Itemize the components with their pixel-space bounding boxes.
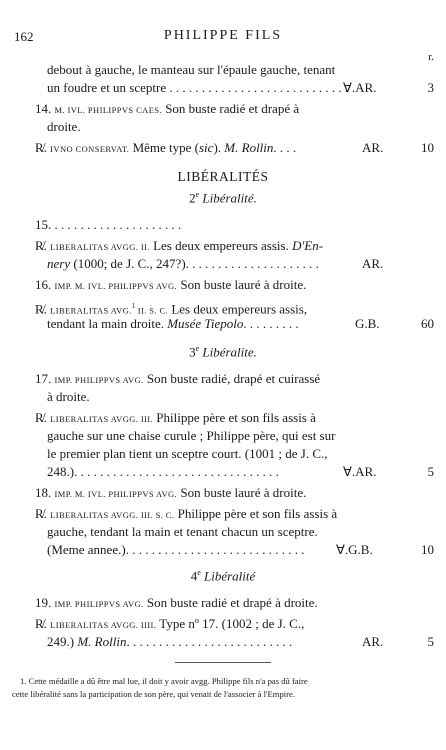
leader-dots: . . . . . . . . . [243,316,299,331]
entry-text: Philippe père et son fils assis à [153,410,316,425]
coin-legend: LIBERALITAS AVGG. IIII. [50,620,157,630]
entry-text: 248.) [47,464,75,479]
metal-code: Ɐ.G.B. [336,542,373,557]
ordinal: 4 [190,568,198,584]
entry-text: Type nº 17. (1002 ; de J. C., [156,616,305,631]
reverse-mark: R̸. [35,238,47,253]
source-name: M. Rollin [77,634,127,649]
entry-number: 16. [35,277,52,292]
entry-text: Son buste radié, drapé et cuirassé [143,371,321,386]
entry-text: Son buste lauré à droite. [177,485,307,500]
coin-legend: IMP. M. IVL. PHILIPPVS AVG. [54,489,178,499]
subsection-label: Libéralité [204,568,256,584]
ordinal: 3 [189,344,196,360]
entry-text: Les deux empereurs assis, [168,301,308,317]
entry-text: Philippe père et son fils assis à [174,506,338,521]
metal-code: AR. [362,634,384,649]
coin-legend: LIBERALITAS AVGG. II. [50,242,150,252]
entry-reverse [35,506,337,523]
entry-number: 14. [35,101,52,116]
coin-legend: IMP. M. IVL. PHILIPPVS AVG. [54,281,178,291]
subsection-label: Libéralite. [202,344,257,360]
entry-text: 249.) [47,634,78,649]
subsection-label: Libéralité. [202,190,257,206]
source-name: M. Rollin [224,140,274,155]
entry-text: (Meme annee.) [47,542,126,557]
running-title: PHILIPPE FILS [163,28,283,43]
metal-code: Ɐ.AR. [343,464,377,479]
leader-dots: . . . . . . . . . . . . . . . . . . . . . . . . . . [126,634,293,649]
rarity-value: 10 [421,542,434,557]
reverse-mark: R̸. [35,506,47,521]
entry-reverse [35,238,323,255]
metal-code: Ɐ.AR. [343,80,377,95]
footnote-rule [175,662,271,663]
entry-line: le premier plan tient un sceptre court. (1001 ; de J. C., [47,446,328,461]
rarity-value: 60 [421,316,434,331]
entry-line [47,634,292,650]
rarity-value: 3 [427,80,434,95]
entry-15 [35,217,181,233]
entry-16 [35,277,306,294]
entry-number: 15. [35,217,52,232]
ordinal: 2 [189,190,196,206]
coin-legend: II. S. C. [135,305,169,316]
page-number: 162 [14,29,34,44]
entry-line [47,80,348,96]
entry-text: un foudre et un sceptre [47,80,167,95]
entry-text: sic [199,140,214,155]
leader-dots: . . . . . . . . . . . . . . . . . . . . . . . . . . . . . . . . [74,464,279,479]
leader-dots: . . . . . . . . . . . . . . . . . . . . [54,217,182,232]
entry-line [47,316,299,332]
rarity-value: 10 [421,140,434,155]
coin-legend: IMP. PHILIPPVS AVG. [54,599,144,609]
rarity-value: 5 [427,634,434,649]
coin-legend: LIBERALITAS AVGG. III. [50,414,154,424]
entry-text: Même type ( [129,140,199,155]
metal-code: AR. [362,256,384,271]
entry-line [47,464,279,480]
entry-text: Son buste lauré à droite. [177,277,307,292]
subsection-title [0,568,446,584]
entry-17 [35,371,320,388]
entry-line: à droite. [47,389,90,404]
reverse-mark: R̸. [35,140,47,155]
footnote-line: cette libéralité sans la participation de son père, qui venait de l'associer à l'Empire. [12,689,296,699]
entry-reverse [35,616,304,633]
coin-legend: IVNO CONSERVAT. [50,144,130,154]
entry-line: gauche sur une chaise curule ; Philippe père, qui est sur [47,428,336,443]
coin-legend: LIBERALITAS AVG. [50,305,132,316]
coin-legend: LIBERALITAS AVGG. III. S. C. [50,510,175,520]
ordinal-suffix: e [195,344,200,353]
reverse-mark: R̸. [35,301,47,317]
entry-line: droite. [47,119,81,134]
metal-code: G.B. [355,316,380,331]
entry-text: ). [213,140,225,155]
subsection-title [0,190,446,206]
source-name: Musée Tiepolo [167,316,244,331]
coin-legend: M. IVL. PHILIPPVS CAES. [54,105,162,115]
entry-text: Les deux empereurs assis. [149,238,293,253]
metal-code: AR. [362,140,384,155]
ordinal-suffix: e [195,190,200,199]
source-name: nery [47,256,71,271]
entry-18 [35,485,306,502]
entry-number: 19. [35,595,52,610]
entry-line [47,542,304,558]
entry-text: tendant la main droite. [47,316,168,331]
leader-dots: . . . . . . . . . . . . . . . . . . . . . . . . . . . . [125,542,305,557]
reverse-mark: R̸. [35,616,47,631]
footnote-marker: 1 [131,302,136,310]
entry-reverse [35,140,296,157]
ordinal-suffix: e [197,568,201,577]
entry-text: Son buste radié et drapé à droite. [143,595,318,610]
entry-19 [35,595,318,612]
entry-line [47,256,319,272]
footnote-line: 1. Cette médaille a dû être mal lue, il doit y avoir avgg. Philippe fils n'a pas dû faire [20,676,308,686]
section-title: LIBÉRALITÉS [177,169,269,184]
coin-legend: IMP. PHILIPPVS AVG. [54,375,144,385]
leader-dots: . . . . [273,140,297,155]
entry-reverse [35,410,316,427]
subsection-title [0,344,446,360]
entry-number: 18. [35,485,52,500]
entry-14 [35,101,299,118]
entry-line: debout à gauche, le manteau sur l'épaule gauche, tenant [47,62,336,77]
reverse-mark: R̸. [35,410,47,425]
rarity-column-label: r. [428,51,434,63]
entry-line: gauche, tendant la main et tenant chacun un sceptre. [47,524,318,539]
entry-number: 17. [35,371,52,386]
leader-dots: . . . . . . . . . . . . . . . . . . . . . . . . . . . . [166,80,349,95]
entry-text: Son buste radié et drapé à [161,101,300,116]
source-name: D'En- [292,238,324,253]
rarity-value: 5 [427,464,434,479]
entry-text: (1000; de J. C., 247?) [70,256,186,271]
leader-dots: . . . . . . . . . . . . . . . . . . . . . [185,256,319,271]
